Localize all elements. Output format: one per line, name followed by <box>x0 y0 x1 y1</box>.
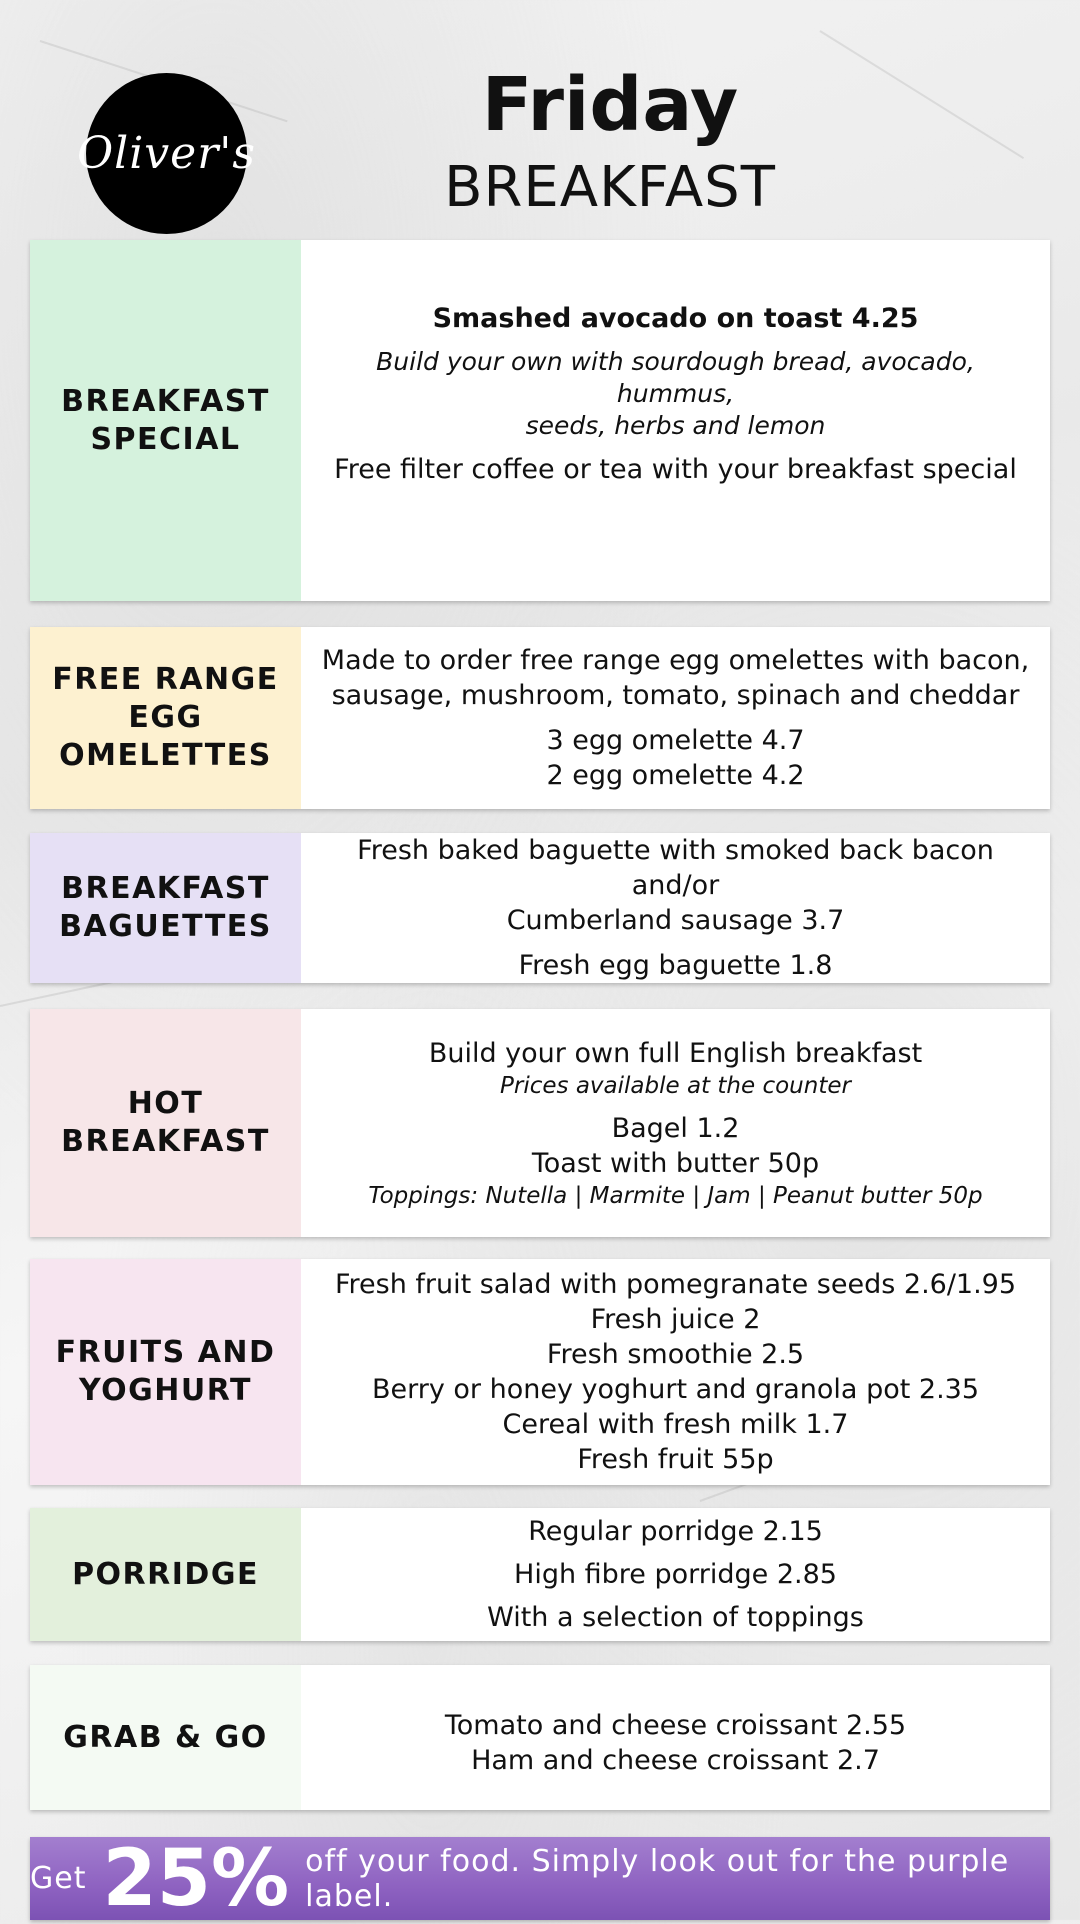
section-label: PORRIDGE <box>30 1508 301 1641</box>
section-content <box>301 627 1050 809</box>
section-content <box>301 1259 1050 1485</box>
menu-item: Smashed avocado on toast 4.25 <box>432 302 919 334</box>
section-label: FREE RANGE EGG OMELETTES <box>30 627 301 809</box>
section-content <box>301 1508 1050 1641</box>
menu-section-grab-go <box>30 1665 1050 1810</box>
promo-discount: 25% <box>102 1833 290 1924</box>
promo-text: off your food. Simply look out for the purple label. <box>305 1843 1010 1914</box>
section-content <box>301 1009 1050 1237</box>
menu-item: Regular porridge 2.15 <box>528 1516 823 1547</box>
section-label: BREAKFAST SPECIAL <box>30 240 301 601</box>
day-title: Friday <box>481 62 739 148</box>
menu-section-baguettes <box>30 833 1050 983</box>
section-label: BREAKFAST BAGUETTES <box>30 833 301 983</box>
promo-prefix: Get <box>30 1861 87 1896</box>
logo-text: Oliver's <box>77 128 256 179</box>
section-label: FRUITS AND YOGHURT <box>30 1259 301 1485</box>
section-label: HOT BREAKFAST <box>30 1009 301 1237</box>
menu-item: Tomato and cheese croissant 2.55 Ham and cheese croissant 2.7 <box>444 1709 907 1776</box>
menu-item: Build your own full English breakfast <box>428 1037 923 1069</box>
menu-section-fruits-yoghurt <box>30 1259 1050 1485</box>
menu-note: Prices available at the counter <box>500 1072 851 1099</box>
menu-note: Toppings: Nutella | Marmite | Jam | Peanut butter 50p <box>368 1182 983 1209</box>
section-content <box>301 240 1050 601</box>
menu-item: Bagel 1.2 Toast with butter 50p <box>531 1112 820 1179</box>
menu-description: Build your own with sourdough bread, avocado, hummus, seeds, herbs and lemon <box>376 346 975 440</box>
section-content <box>301 833 1050 983</box>
menu-note: With a selection of toppings <box>487 1602 864 1633</box>
menu-item: High fibre porridge 2.85 <box>514 1559 837 1590</box>
section-label: GRAB & GO <box>30 1665 301 1810</box>
menu-section-hot-breakfast <box>30 1009 1050 1237</box>
menu-description: Made to order free range egg omelettes with bacon, sausage, mushroom, tomato, spinach and cheddar <box>321 645 1030 711</box>
meal-title: BREAKFAST <box>444 155 776 220</box>
menu-note: Free filter coffee or tea with your breakfast special <box>334 453 1017 485</box>
menu-item: Fresh fruit salad with pomegranate seeds 2.6/1.95 Fresh juice 2 Fresh smoothie 2.5 Berry or honey yoghurt and granola pot 2.35 Cereal with fresh milk 1.7 Fresh fruit 55p <box>334 1269 1017 1475</box>
menu-item: Fresh egg baguette 1.8 <box>518 950 833 981</box>
menu-item: Fresh baked baguette with smoked back bacon and/or Cumberland sausage 3.7 <box>357 835 994 936</box>
menu-section-porridge <box>30 1508 1050 1641</box>
section-content <box>301 1665 1050 1810</box>
promo-banner <box>30 1833 1050 1924</box>
brand-logo <box>77 73 256 234</box>
menu-section-omelettes <box>30 627 1050 809</box>
menu-section-breakfast-special <box>30 240 1050 601</box>
menu-item: 3 egg omelette 4.7 2 egg omelette 4.2 <box>546 725 805 791</box>
